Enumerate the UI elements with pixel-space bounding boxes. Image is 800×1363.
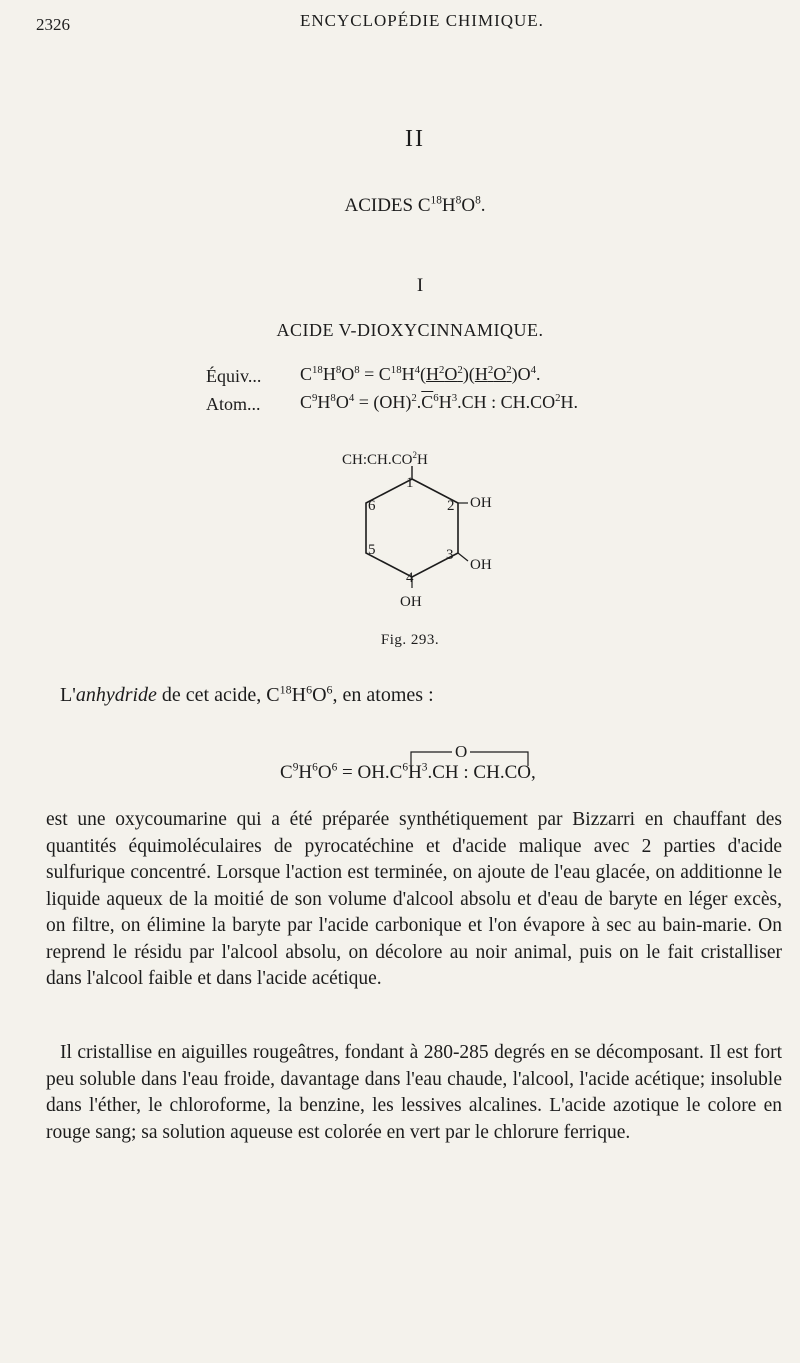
figure-caption: Fig. 293. [380,632,440,648]
bridge-oxygen: O [452,742,470,762]
substituent-oh-2: OH [470,495,492,511]
atom-label: Atom... [206,394,261,414]
substituent-oh-3: OH [470,557,492,573]
ring-position-2: 2 [447,498,455,514]
equiv-label: Équiv... [206,366,262,386]
ring-position-6: 6 [368,498,376,514]
section-number: II [405,126,425,152]
hexagon-ring [366,479,458,577]
substituent-oh-4: OH [400,594,422,610]
anhydride-intro: L'anhydride de cet acide, $C^{18}H^6O^6$, en atomes : [60,682,434,706]
compound-name: ACIDE V-DIOXYCINNAMIQUE. [276,320,544,340]
paragraph-synthesis: est une oxycoumarine qui a été préparée synthétiquement par Bizzarri en chauffant des quantités équimoléculaires de pyrocatéchine et d'acide malique avec 2 parties d'acide sulfurique concentré. Lorsque l'action est terminée, on ajoute de l'eau glacée, on additionne le liquide aqueux de la moitié de son volume d'alcool absolu et d'eau de baryte en léger excès, on filtre, on élimine la baryte par l'acide carbonique et l'on évapore à sec au bain-marie. On reprend le résidu par l'alcool absolu, on décolore au noir animal, puis on le fait cristalliser dans l'alcool faible et dans l'acide acétique. [46,809,782,989]
ring-bond-3 [458,553,468,561]
side-chain-group: $CH:CH.CO^2H$ [342,450,428,468]
equiv-formula: $C^{18}H^8O^8 = C^{18}H^4(H^2O^2)(H^2O^2)O^4$. [300,364,541,384]
page-number: 2326 [36,15,70,34]
subsection-number: I [416,275,424,296]
running-title: ENCYCLOPÉDIE CHIMIQUE. [300,11,544,30]
paragraph-properties: Il cristallise en aiguilles rougeâtres, fondant à 280-285 degrés en se décomposant. Il est fort peu soluble dans l'eau froide, davantage dans l'eau chaude, l'alcool, l'acide acétique; insoluble dans l'éther, le chloroforme, la benzine, les lessives alcalines. L'acide azotique le colore en rouge sang; sa solution aqueuse est colorée en vert par le chlorure ferrique. [46,1042,782,1143]
ring-position-1: 1 [406,475,414,491]
atom-formula: $C^9H^8O^4 = (OH)^2.\overline{C}^6H^3.CH$ : $CH.CO^2H$. [300,392,579,412]
ring-position-5: 5 [368,542,376,558]
anhydride-formula: $C^9H^6O^6 = OH.C^6H^3.CH$ : CH.CO, [280,761,536,783]
family-title: ACIDES $C^{18}H^8O^8$. [344,194,486,216]
ring-position-3: 3 [446,547,454,563]
ring-position-4: 4 [406,570,414,586]
